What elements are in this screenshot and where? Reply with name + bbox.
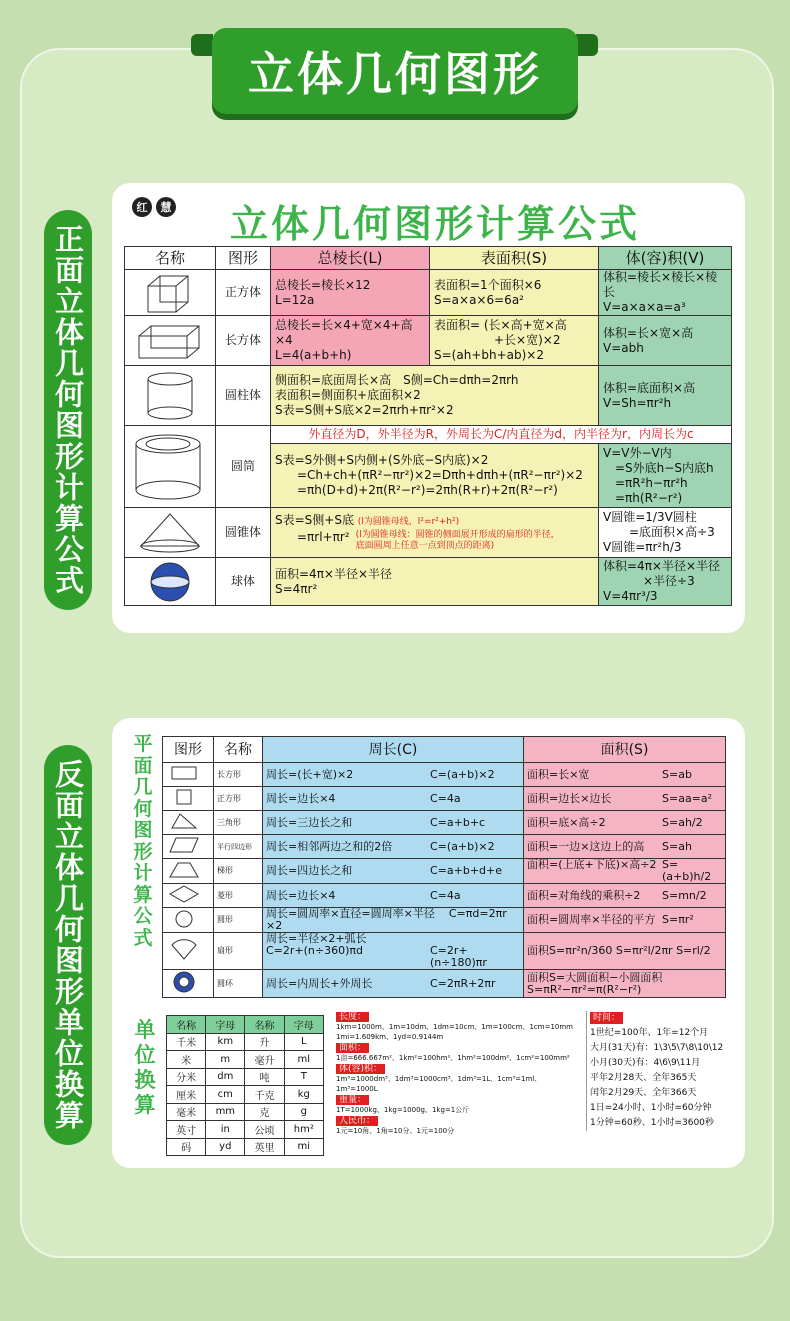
row-name: 菱形 <box>214 884 263 908</box>
perimeter-cell: 周长=四边长之和 C=a+b+d+e <box>263 859 524 884</box>
triangle-icon <box>163 811 214 835</box>
volume-cell: 体积=长×宽×高 V=abh <box>599 316 732 366</box>
table-row <box>163 787 726 811</box>
banner-title: 立体几何图形 <box>248 47 542 101</box>
header-row <box>125 247 732 270</box>
row-name: 球体 <box>216 558 271 606</box>
table-row <box>125 508 732 558</box>
area-tag: 面积： <box>336 1043 369 1053</box>
edge-surface-cell: S表=S外侧+S内侧+(S外底−S内底)×2 =Ch+ch+(πR²−πr²)×2=Dπh+dπh+(πR²−πr²)×2 =πh(D+d)+2π(R²−r²)=2πh(R+r)+2π(R²−r²) <box>271 444 599 508</box>
row-name: 圆形 <box>214 908 263 933</box>
row-name: 平行四边形 <box>214 835 263 859</box>
col-area: 面积(S) <box>524 737 726 763</box>
plane-formula-table <box>162 736 726 998</box>
area-cell: 面积=一边×这边上的高 S=ah <box>524 835 726 859</box>
brand-logo <box>132 197 176 217</box>
surface-cell: 表面积= (长×高+宽×高 +长×宽)×2 S=(ah+bh+ab)×2 <box>430 316 599 366</box>
col-perimeter: 周长(C) <box>263 737 524 763</box>
table-row: 码 yd 英里 mi <box>167 1138 324 1156</box>
rhombus-icon <box>163 884 214 908</box>
plane-formula-card <box>112 718 745 1168</box>
volume-cell: V=V外−V内 =S外底h−S内底h =πR²h−πr²h =πh(R²−r²) <box>599 444 732 508</box>
perimeter-cell: 周长=半径×2+弧长 C=2r+(n÷360)πd C=2r+(n÷180)πr <box>263 933 524 970</box>
edge-cell: 总棱长=棱长×12 L=12a <box>271 270 430 316</box>
row-name: 正方形 <box>214 787 263 811</box>
volume-cell: 体积=棱长×棱长×棱长 V=a×a×a=a³ <box>599 270 732 316</box>
col-name: 名称 <box>125 247 216 270</box>
solid-formula-card <box>112 183 745 633</box>
cone-figure <box>125 508 216 558</box>
col-volume: 体(容)积(V) <box>599 247 732 270</box>
cylinder-figure <box>125 366 216 426</box>
row-name: 梯形 <box>214 859 263 884</box>
surface-cell: 表面积=1个面积×6 S=a×a×6=6a² <box>430 270 599 316</box>
banner-tab-right <box>576 34 598 56</box>
table-row <box>163 933 726 970</box>
volume-cell: 体积=4π×半径×半径 ×半径÷3 V=4πr³/3 <box>599 558 732 606</box>
perimeter-cell: 周长=三边长之和 C=a+b+c <box>263 811 524 835</box>
perimeter-cell: 周长=相邻两边之和的2倍 C=(a+b)×2 <box>263 835 524 859</box>
banner-tab-left <box>191 34 213 56</box>
volume-cell: V圆锥=1/3V圆柱 =底面积×高÷3 V圆锥=πr²h/3 <box>599 508 732 558</box>
table-row: 毫米 mm 克 g <box>167 1103 324 1121</box>
col-surface: 表面积(S) <box>430 247 599 270</box>
table-row <box>125 426 732 444</box>
plane-vertical-title: 平面几何图形计算公式 <box>133 733 153 949</box>
sphere-figure <box>125 558 216 606</box>
perimeter-cell: 周长=内周长+外周长 C=2πR+2πr <box>263 970 524 998</box>
table-row <box>163 763 726 787</box>
table-row <box>125 270 732 316</box>
unit-vertical-title: 单位换算 <box>134 1018 156 1117</box>
edge-cell: 总棱长=长×4+宽×4+高×4 L=4(a+b+h) <box>271 316 430 366</box>
row-name: 圆柱体 <box>216 366 271 426</box>
unit-conversions: 长度： 1km=1000m、1m=10dm、1dm=10cm、1m=100cm、1cm=10mm 1mi=1.609km、1yd=0.9144m 面积： 1亩=666.667m²、1km²=100hm²、1hm²=100dm²、1cm²=100mm² 体(容)积： 1m³=1000dm³、1dm³=1000cm³、1dm³=1L、1cm³=1ml、 1m³=1000L 重量： 1T=1000kg、1kg=1000g、1kg=1公斤 人民币： 1元=10角、1角=10分、1元=100分 <box>336 1012 573 1135</box>
table-row <box>163 908 726 933</box>
row-name: 三角形 <box>214 811 263 835</box>
header-row: 名称 字母 名称 字母 <box>167 1016 324 1034</box>
table-row: 英寸 in 公顷 hm² <box>167 1121 324 1139</box>
table-row <box>163 859 726 884</box>
volume-tag: 体(容)积： <box>336 1064 385 1074</box>
table-row <box>125 558 732 606</box>
front-side-label: 正面立体几何图形计算公式 <box>44 210 92 610</box>
row-name: 长方体 <box>216 316 271 366</box>
table-row <box>163 884 726 908</box>
trapezoid-icon <box>163 859 214 884</box>
edge-surface-cell: 侧面积=底面周长×高 S侧=Ch=dπh=2πrh 表面积=侧面积+底面积×2 S表=S侧+S底×2=2πrh+πr²×2 <box>271 366 599 426</box>
area-cell: 面积=长×宽 S=ab <box>524 763 726 787</box>
time-conversions: 时间： 1世纪=100年、1年=12个月 大月(31天)有：1\3\5\7\8\10\12 小月(30天)有：4\6\9\11月 平年2月28天、全年365天 闰年2月29天、全年366天 1日=24小时、1小时=60分钟 1分钟=60秒、1小时=3600秒 <box>586 1011 740 1131</box>
unit-table <box>166 1015 324 1156</box>
volume-cell: 体积=底面积×高 V=Sh=πr²h <box>599 366 732 426</box>
col-edge: 总棱长(L) <box>271 247 430 270</box>
area-cell: 面积=底×高÷2 S=ah/2 <box>524 811 726 835</box>
perimeter-cell: 周长=(长+宽)×2 C=(a+b)×2 <box>263 763 524 787</box>
row-name: 正方体 <box>216 270 271 316</box>
parallelogram-icon <box>163 835 214 859</box>
currency-tag: 人民币： <box>336 1116 378 1126</box>
edge-surface-cell: S表=S侧+S底 (l为圆锥母线，l²=r²+h²) =πrl+πr² (l为圆锥母线：圆锥的侧面展开形成的扇形的半径， 底面圆周上任意一点到顶点的距离) <box>271 508 599 558</box>
main-banner <box>212 28 578 114</box>
circle-icon <box>163 908 214 933</box>
header-row <box>163 737 726 763</box>
rectangle-icon <box>163 763 214 787</box>
length-tag: 长度： <box>336 1012 369 1022</box>
table-row: 厘米 cm 千克 kg <box>167 1086 324 1104</box>
edge-surface-cell: 面积=4π×半径×半径 S=4πr² <box>271 558 599 606</box>
perimeter-cell: 周长=圆周率×直径=圆周率×半径×2 C=πd=2πr <box>263 908 524 933</box>
table-row: 千米 km 升 L <box>167 1033 324 1051</box>
table-row: 分米 dm 吨 T <box>167 1068 324 1086</box>
logo-char-2: 慧 <box>156 197 176 217</box>
table-row <box>163 835 726 859</box>
area-cell: 面积=对角线的乘积÷2 S=mn/2 <box>524 884 726 908</box>
row-name: 圆锥体 <box>216 508 271 558</box>
time-tag: 时间： <box>590 1012 623 1024</box>
table-row <box>125 316 732 366</box>
cuboid-figure <box>125 316 216 366</box>
table-row <box>125 366 732 426</box>
row-name: 长方形 <box>214 763 263 787</box>
weight-tag: 重量： <box>336 1095 369 1105</box>
solid-formula-table <box>124 246 732 606</box>
area-cell: 面积S=πr²n/360 S=πr²l/2πr S=rl/2 <box>524 933 726 970</box>
col-shape: 图形 <box>163 737 214 763</box>
perimeter-cell: 周长=边长×4 C=4a <box>263 884 524 908</box>
area-cell: 面积S=大圆面积−小圆面积 S=πR²−πr²=π(R²−r²) <box>524 970 726 998</box>
tube-figure <box>125 426 216 508</box>
perimeter-cell: 周长=边长×4 C=4a <box>263 787 524 811</box>
back-side-label: 反面立体几何图形单位换算 <box>44 745 92 1145</box>
tube-note: 外直径为D，外半径为R，外周长为C/内直径为d，内半径为r，内周长为c <box>271 426 732 444</box>
logo-char-1: 红 <box>132 197 152 217</box>
row-name: 圆筒 <box>216 426 271 508</box>
card1-title: 立体几何图形计算公式 <box>230 202 641 246</box>
area-cell: 面积=(上底+下底)×高÷2 S=(a+b)h/2 <box>524 859 726 884</box>
cube-figure <box>125 270 216 316</box>
col-shape: 图形 <box>216 247 271 270</box>
table-row: 米 m 毫升 ml <box>167 1051 324 1069</box>
table-row <box>163 970 726 998</box>
table-row <box>163 811 726 835</box>
sector-icon <box>163 933 214 970</box>
col-name: 名称 <box>214 737 263 763</box>
row-name: 扇形 <box>214 933 263 970</box>
ring-icon <box>163 970 214 998</box>
square-icon <box>163 787 214 811</box>
area-cell: 面积=边长×边长 S=aa=a² <box>524 787 726 811</box>
row-name: 圆环 <box>214 970 263 998</box>
area-cell: 面积=圆周率×半径的平方 S=πr² <box>524 908 726 933</box>
